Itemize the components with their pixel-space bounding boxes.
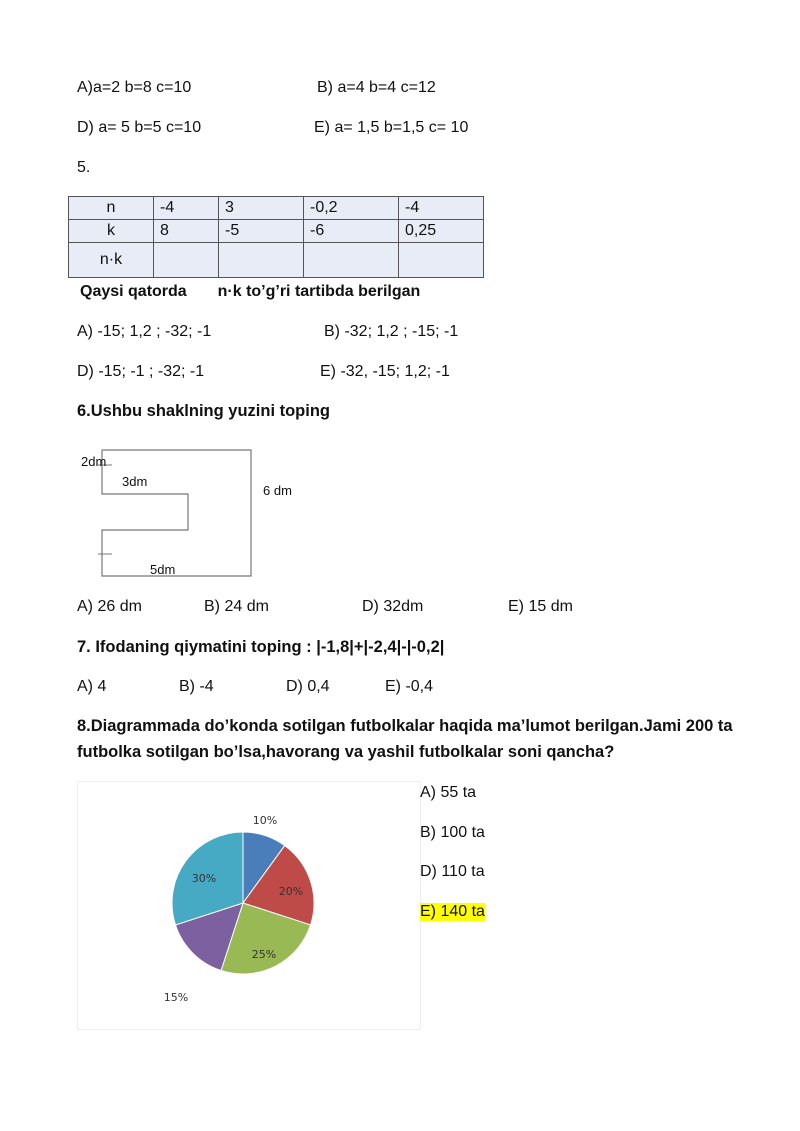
q6-option-e: E) 15 dm (508, 598, 573, 615)
q7-option-a: A) 4 (77, 678, 107, 695)
n-k-table (68, 196, 484, 278)
table-cell: -4 (399, 197, 484, 220)
table-row (69, 243, 484, 278)
q6-title: 6.Ushbu shaklning yuzini toping (77, 402, 331, 420)
q5-question-end: to’g’ri tartibda berilgan (246, 283, 421, 300)
q8-title-line2: futbolka sotilgan bo’lsa,havorang va yashil futbolkalar soni qancha? (77, 743, 615, 761)
table-row (69, 197, 484, 220)
table-cell: 0,25 (399, 220, 484, 243)
q6-option-d: D) 32dm (362, 598, 424, 615)
table-cell (399, 243, 484, 278)
q4-option-b: B) a=4 b=4 c=12 (317, 79, 436, 96)
q8-option-e-highlighted: E) 140 ta (420, 903, 485, 920)
q6-option-a: A) 26 dm (77, 598, 142, 615)
q5-question-start: Qaysi qatorda (80, 283, 187, 300)
table-cell (304, 243, 399, 278)
q7-option-b: B) -4 (179, 678, 214, 695)
table-cell: n·k (69, 243, 154, 278)
q6-option-b: B) 24 dm (204, 598, 269, 615)
q5-option-d: D) -15; -1 ; -32; -1 (77, 363, 205, 380)
q7-option-d: D) 0,4 (286, 678, 330, 695)
table-cell (154, 243, 219, 278)
shape-label-inner-top: 3dm (122, 474, 148, 489)
q5-option-e: E) -32, -15; 1,2; -1 (320, 363, 450, 380)
table-cell: -5 (219, 220, 304, 243)
q5-option-a: A) -15; 1,2 ; -32; -1 (77, 323, 212, 340)
shape-label-bottom: 5dm (150, 562, 176, 577)
q5-option-b: B) -32; 1,2 ; -15; -1 (324, 323, 459, 340)
q8-title-line1: 8.Diagrammada do’konda sotilgan futbolkalar haqida ma’lumot berilgan.Jami 200 ta (77, 717, 733, 735)
table-cell: n (69, 197, 154, 220)
table-cell: -6 (304, 220, 399, 243)
table-cell (219, 243, 304, 278)
q4-option-e: E) a= 1,5 b=1,5 c= 10 (314, 119, 469, 136)
table-cell: 3 (219, 197, 304, 220)
q5-number: 5. (77, 159, 91, 176)
table-cell: -0,2 (304, 197, 399, 220)
table-cell: -4 (154, 197, 219, 220)
pie-data-label: 20% (278, 885, 304, 898)
q5-question-expr: n·k (217, 283, 242, 300)
shape-outline (102, 450, 251, 576)
q7-title: 7. Ifodaning qiymatini toping : |-1,8|+|-2,4|-|-0,2| (77, 638, 445, 656)
pie-data-label: 30% (191, 872, 217, 885)
table-row (69, 220, 484, 243)
pie-chart (78, 782, 420, 1029)
table-cell: k (69, 220, 154, 243)
pie-data-label: 10% (252, 814, 278, 827)
pie-data-label: 15% (163, 991, 189, 1004)
shape-label-top-left: 2dm (81, 454, 107, 469)
q4-option-d: D) a= 5 b=5 c=10 (77, 119, 202, 136)
q8-option-b: B) 100 ta (420, 824, 485, 841)
q7-option-e: E) -0,4 (385, 678, 434, 695)
q5-question (80, 283, 420, 301)
q8-option-a: A) 55 ta (420, 784, 477, 801)
q8-option-d: D) 110 ta (420, 863, 485, 880)
q4-option-a: A)a=2 b=8 c=10 (77, 79, 192, 96)
shape-label-right: 6 dm (263, 483, 292, 498)
pie-chart-container (77, 781, 421, 1030)
table-cell: 8 (154, 220, 219, 243)
pie-data-label: 25% (251, 948, 277, 961)
